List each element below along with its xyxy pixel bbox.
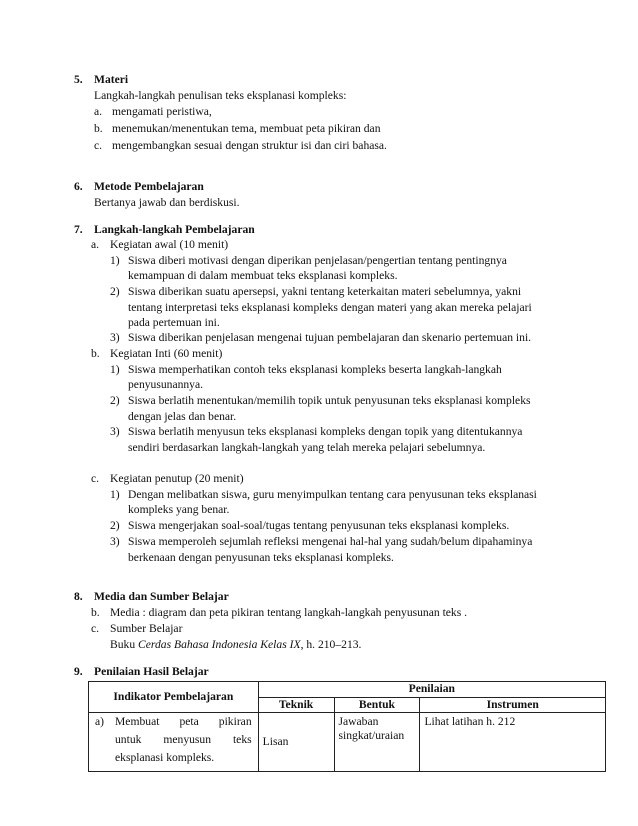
list-marker: a. xyxy=(94,105,103,118)
row-marker: a) xyxy=(95,715,105,728)
book-title: Cerdas Bahasa Indonesia Kelas IX xyxy=(138,638,301,651)
header-indikator: Indikator Pembelajaran xyxy=(89,682,259,713)
list-marker: c. xyxy=(91,472,100,485)
cell-teknik: Lisan xyxy=(258,713,334,772)
cell-indikator xyxy=(89,713,259,772)
assessment-table xyxy=(88,681,606,772)
list-item-line: Siswa mengerjakan soal-soal/tugas tentang penyusunan teks eksplanasi kompleks. xyxy=(128,519,510,532)
list-item-line: sendiri berdasarkan langkah-langkah yang telah mereka pelajari sebelumnya. xyxy=(128,441,486,454)
list-marker: 2) xyxy=(110,285,120,298)
cell-bentuk xyxy=(334,713,420,772)
list-item-line: pada pertemuan ini. xyxy=(128,316,220,329)
header-penilaian: Penilaian xyxy=(258,682,605,698)
list-marker: 1) xyxy=(110,488,120,501)
list-item-line: Siswa diberikan penjelasan mengenai tujuan pembelajaran dan skenario pertemuan ini. xyxy=(128,331,532,344)
list-marker: c. xyxy=(94,139,103,152)
list-marker: 3) xyxy=(110,331,120,344)
list-item-line: Siswa berlatih menentukan/memilih topik untuk penyusunan teks eksplanasi kompleks xyxy=(128,394,531,407)
sumber-belajar-label: Sumber Belajar xyxy=(110,622,183,635)
list-item-line: kemampuan di dalam membuat teks eksplanasi kompleks. xyxy=(128,269,398,282)
list-item: menemukan/menentukan tema, membuat peta pikiran dan xyxy=(112,122,381,135)
bentuk-line: Jawaban xyxy=(338,715,379,728)
list-item-line: Siswa diberikan suatu apersepsi, yakni tentang keterkaitan materi sebelumnya, yakni xyxy=(128,285,522,298)
list-item-line: Siswa berlatih menyusun teks eksplanasi kompleks dengan topik yang ditentukannya xyxy=(128,425,523,438)
list-item-line: tentang interpretasi teks eksplanasi kompleks dengan materi yang akan mereka pelajari xyxy=(128,301,532,314)
list-item-line: berkenaan dengan penyusunan teks eksplanasi kompleks. xyxy=(128,551,394,564)
header-bentuk: Bentuk xyxy=(334,697,420,713)
indikator-line: eksplanasi kompleks. xyxy=(115,751,215,764)
kegiatan-penutup-title: Kegiatan penutup (20 menit) xyxy=(110,472,244,485)
list-marker: c. xyxy=(91,622,100,635)
book-prefix: Buku xyxy=(110,638,139,651)
table-header-row xyxy=(89,682,606,698)
list-marker: 2) xyxy=(110,519,120,532)
list-item: mengamati peristiwa, xyxy=(112,105,212,118)
list-item-line: penyusunannya. xyxy=(128,378,204,391)
section-7-number: 7. xyxy=(74,223,83,236)
bentuk-line: singkat/uraian xyxy=(338,729,405,742)
section-9-title: Penilaian Hasil Belajar xyxy=(94,665,209,678)
list-item-line: Siswa diberi motivasi dengan diperikan penjelasan/pengertian tentang pentingnya xyxy=(128,254,507,267)
section-8-number: 8. xyxy=(74,590,83,603)
section-7-title: Langkah-langkah Pembelajaran xyxy=(94,223,255,236)
list-item-line: kompleks yang benar. xyxy=(128,503,230,516)
list-item: mengembangkan sesuai dengan struktur isi dan ciri bahasa. xyxy=(112,139,387,152)
list-marker: b. xyxy=(94,122,103,135)
list-marker: 3) xyxy=(110,535,120,548)
section-5-intro: Langkah-langkah penulisan teks eksplanasi kompleks: xyxy=(94,89,347,102)
section-9-number: 9. xyxy=(74,665,83,678)
section-6-text: Bertanya jawab dan berdiskusi. xyxy=(94,196,240,209)
table-row xyxy=(89,713,606,772)
list-item-line: Dengan melibatkan siswa, guru menyimpulkan tentang cara penyusunan teks eksplanasi xyxy=(128,488,537,501)
list-item-line: dengan jelas dan benar. xyxy=(128,410,237,423)
list-item-line: Siswa memperhatikan contoh teks eksplanasi kompleks beserta langkah-langkah xyxy=(128,363,502,376)
list-marker: 3) xyxy=(110,425,120,438)
list-marker: b. xyxy=(91,347,100,360)
media-text: Media : diagram dan peta pikiran tentang langkah-langkah penyusunan teks . xyxy=(110,606,468,619)
list-marker: b. xyxy=(91,606,100,619)
section-5-number: 5. xyxy=(74,73,83,86)
list-marker: 2) xyxy=(110,394,120,407)
book-reference xyxy=(110,638,361,652)
list-item-line: Siswa memperoleh sejumlah refleksi mengenai hal-hal yang sudah/belum dipahaminya xyxy=(128,535,533,548)
book-suffix: , h. 210–213. xyxy=(300,638,362,651)
kegiatan-inti-title: Kegiatan Inti (60 menit) xyxy=(110,347,223,360)
list-marker: 1) xyxy=(110,363,120,376)
list-marker: 1) xyxy=(110,254,120,267)
section-6-title: Metode Pembelajaran xyxy=(94,180,204,193)
header-teknik: Teknik xyxy=(258,697,334,713)
section-6-number: 6. xyxy=(74,180,83,193)
list-marker: a. xyxy=(91,238,100,251)
kegiatan-awal-title: Kegiatan awal (10 menit) xyxy=(110,238,229,251)
indikator-line: Membuat peta pikiran xyxy=(115,715,252,728)
header-instrumen: Instrumen xyxy=(420,697,606,713)
indikator-line: untuk menyusun teks xyxy=(115,733,252,746)
section-8-title: Media dan Sumber Belajar xyxy=(94,590,229,603)
cell-instrumen: Lihat latihan h. 212 xyxy=(420,713,606,772)
section-5-title: Materi xyxy=(94,73,129,86)
